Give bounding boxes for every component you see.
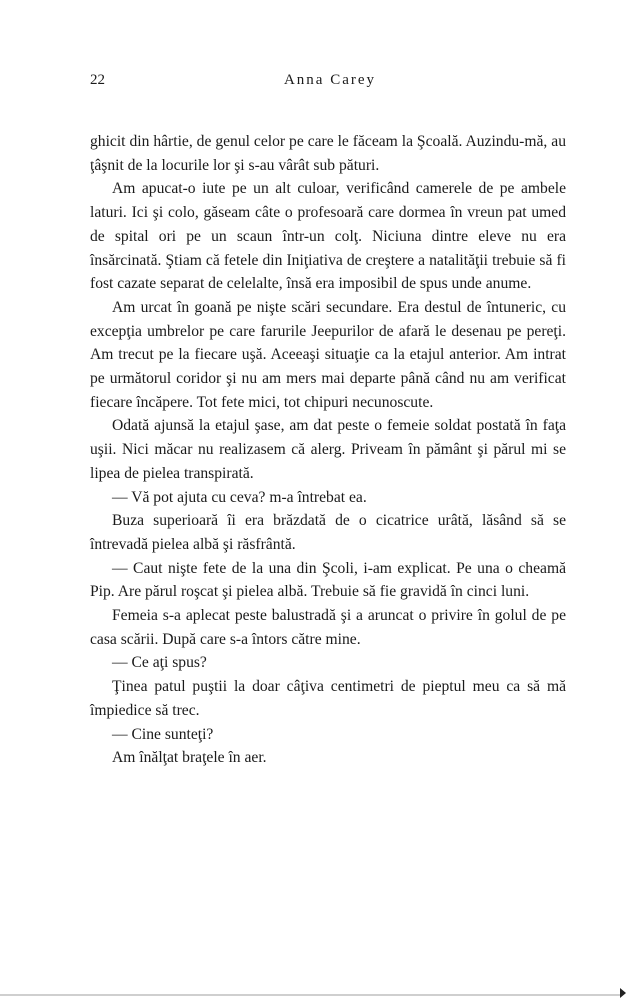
scan-bottom-edge	[0, 994, 620, 996]
paragraph: Buza superioară îi era brăzdată de o cicatrice urâtă, lăsând să se întrevadă pielea albă şi răsfrântă.	[90, 512, 566, 553]
paragraph: Odată ajunsă la etajul şase, am dat peste o femeie soldat postată în faţa uşii. Nici măcar nu realizasem că alerg. Priveam în pământ şi părul mi se lipea de pielea transpirată.	[90, 417, 566, 482]
dialogue-line: — Cine sunteţi?	[112, 725, 214, 743]
paragraph: Ţinea patul puştii la doar câţiva centimetri de pieptul meu ca să mă împiedice să trec.	[90, 678, 566, 719]
page-corner-arrow-icon	[620, 988, 626, 998]
dialogue-line: — Caut nişte fete de la una din Şcoli, i-am explicat. Pe una o cheamă Pip. Are părul roşcat şi pielea albă. Trebuie să fie gravidă în cinci luni.	[90, 559, 566, 601]
page-header	[90, 72, 562, 96]
body-text	[90, 130, 566, 770]
page-number: 22	[90, 72, 105, 88]
paragraph: ghicit din hârtie, de genul celor pe care le făceam la Şcoală. Auzindu-mă, au ţâşnit de la locurile lor şi s-au vârât sub pături.	[90, 133, 566, 174]
cropped-previous-line	[220, 0, 390, 4]
paragraph: Femeia s-a aplecat peste balustradă şi a aruncat o privire în golul de pe casa scării. După care s-a întors către mine.	[90, 607, 566, 648]
paragraph: Am înălţat braţele în aer.	[112, 749, 267, 767]
paragraph: Am apucat-o iute pe un alt culoar, verificând camerele de pe ambele laturi. Ici şi colo, găseam câte o profesoară care dormea în vreun pat umed de spital ori pe un scaun într-un colţ. Niciuna dintre eleve nu era însărcinată. Ştiam că fetele din Iniţiativa de creştere a natalităţii trebuie să fi fost cazate separat de celelalte, însă era imposibil de spus unde anume.	[90, 180, 566, 293]
dialogue-line: — Vă pot ajuta cu ceva? m-a întrebat ea.	[112, 488, 367, 506]
running-head-author: Anna Carey	[283, 72, 377, 88]
paragraph: Am urcat în goană pe nişte scări secundare. Era destul de întuneric, cu excepţia umbrelor pe care farurile Jeepurilor de afară le desenau pe pereţi. Am trecut pe la fiecare uşă. Aceeaşi situaţie ca la etajul anterior. Am intrat pe următorul coridor şi nu am mers mai departe până când nu am verificat fiecare încăpere. Tot fete mici, tot chipuri necunoscute.	[90, 298, 566, 411]
dialogue-line: — Ce aţi spus?	[112, 654, 207, 672]
